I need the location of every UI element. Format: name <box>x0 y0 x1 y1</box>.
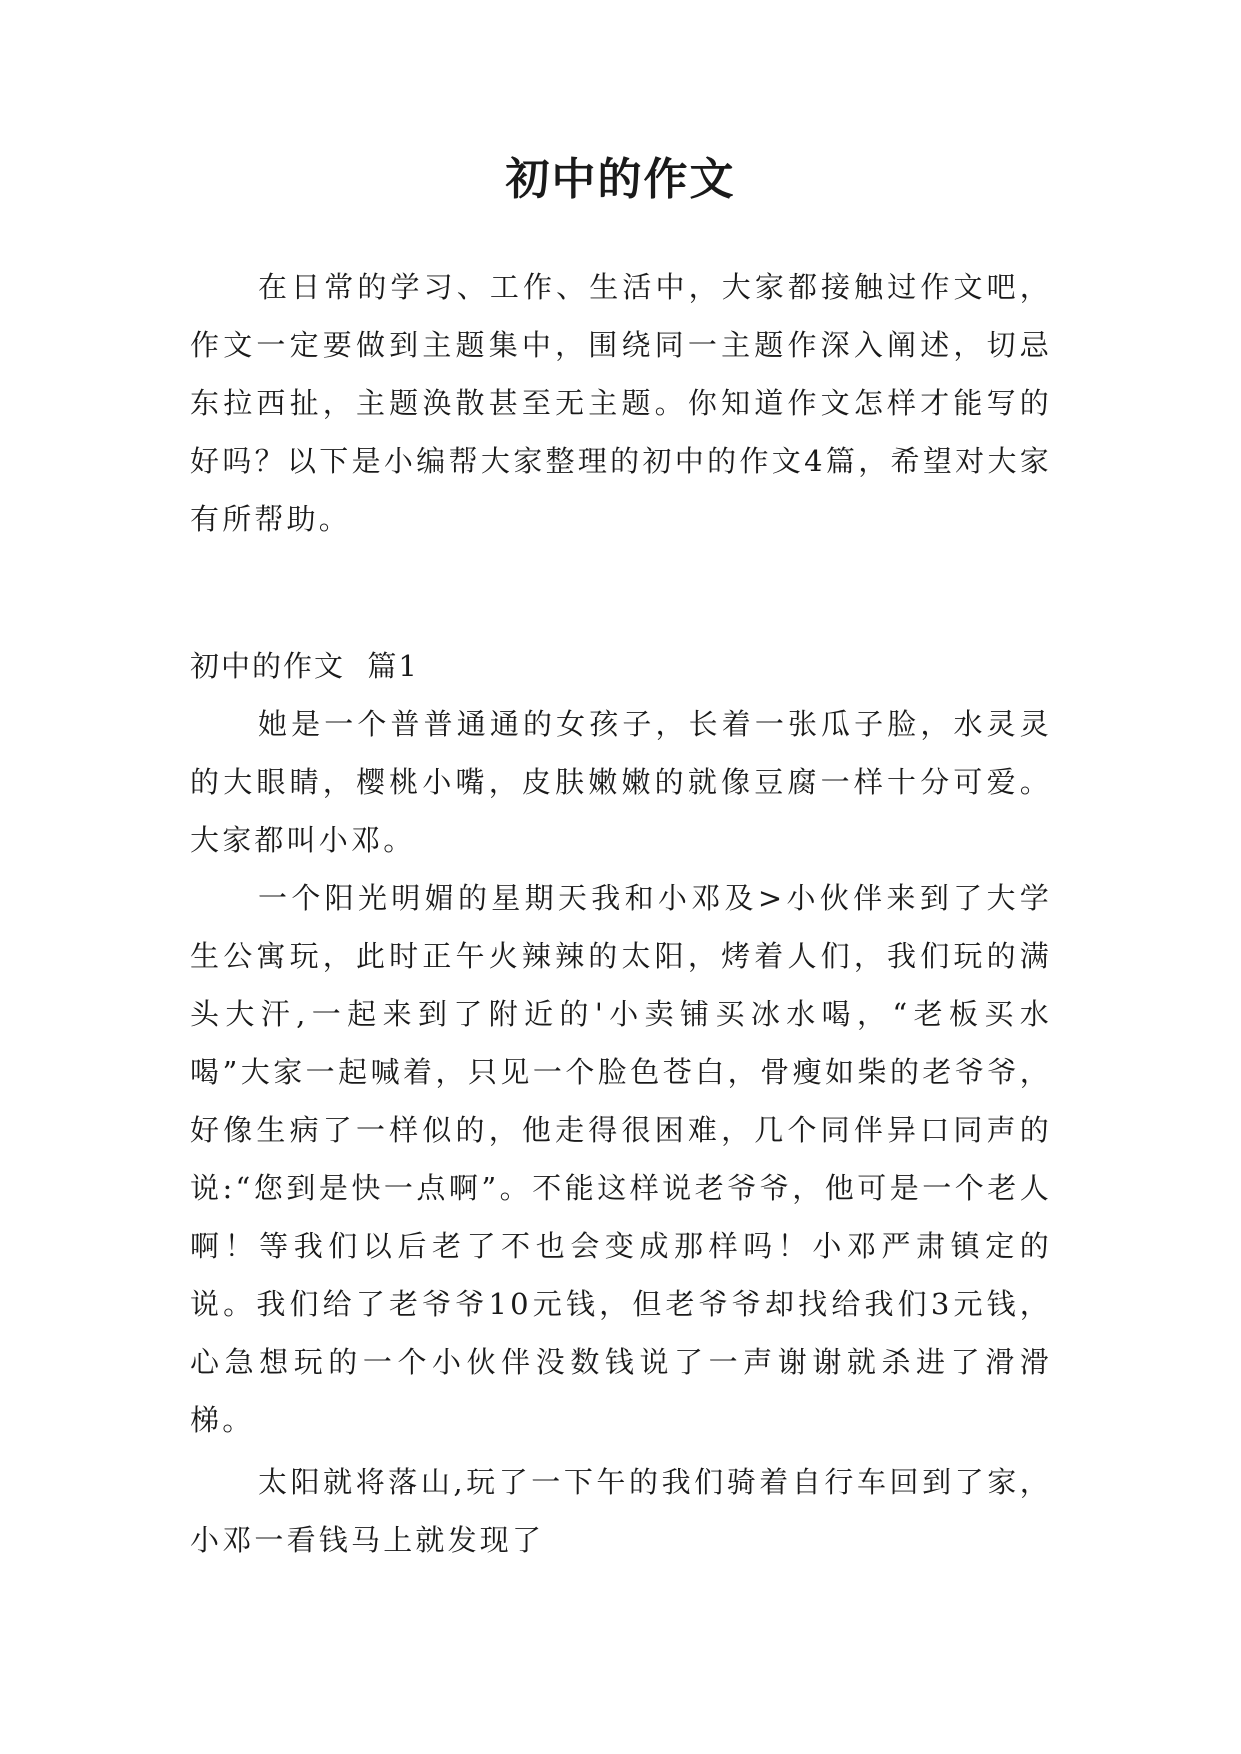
document-title: 初中的作文 <box>505 154 736 205</box>
body-paragraph: 她是一个普普通通的女孩子，长着一张瓜子脸，水灵灵的大眼睛，樱桃小嘴，皮肤嫩嫩的就像豆腐一样十分可爱。大家都叫小邓。 <box>190 707 1052 857</box>
section-heading: 初中的作文 篇1 <box>190 649 419 683</box>
intro-paragraph: 在日常的学习、工作、生活中，大家都接触过作文吧，作文一定要做到主题集中，围绕同一主题作深入阐述，切忌东拉西扯，主题涣散甚至无主题。你知道作文怎样才能写的好吗？以下是小编帮大家整理的初中的作文4篇，希望对大家有所帮助。 <box>190 270 1052 536</box>
body-paragraph: 太阳就将落山,玩了一下午的我们骑着自行车回到了家，小邓一看钱马上就发现了 <box>190 1465 1052 1557</box>
body-paragraph: 一个阳光明媚的星期天我和小邓及>小伙伴来到了大学生公寓玩，此时正午火辣辣的太阳，烤着人们，我们玩的满头大汗,一起来到了附近的'小卖铺买冰水喝，“老板买水喝”大家一起喊着，只见一个脸色苍白，骨瘦如柴的老爷爷，好像生病了一样似的，他走得很困难，几个同伴异口同声的说:“您到是快一点啊”。不能这样说老爷爷，他可是一个老人啊！等我们以后老了不也会变成那样吗！小邓严肃镇定的说。我们给了老爷爷10元钱，但老爷爷却找给我们3元钱，心急想玩的一个小伙伴没数钱说了一声谢谢就杀进了滑滑梯。 <box>190 881 1052 1437</box>
